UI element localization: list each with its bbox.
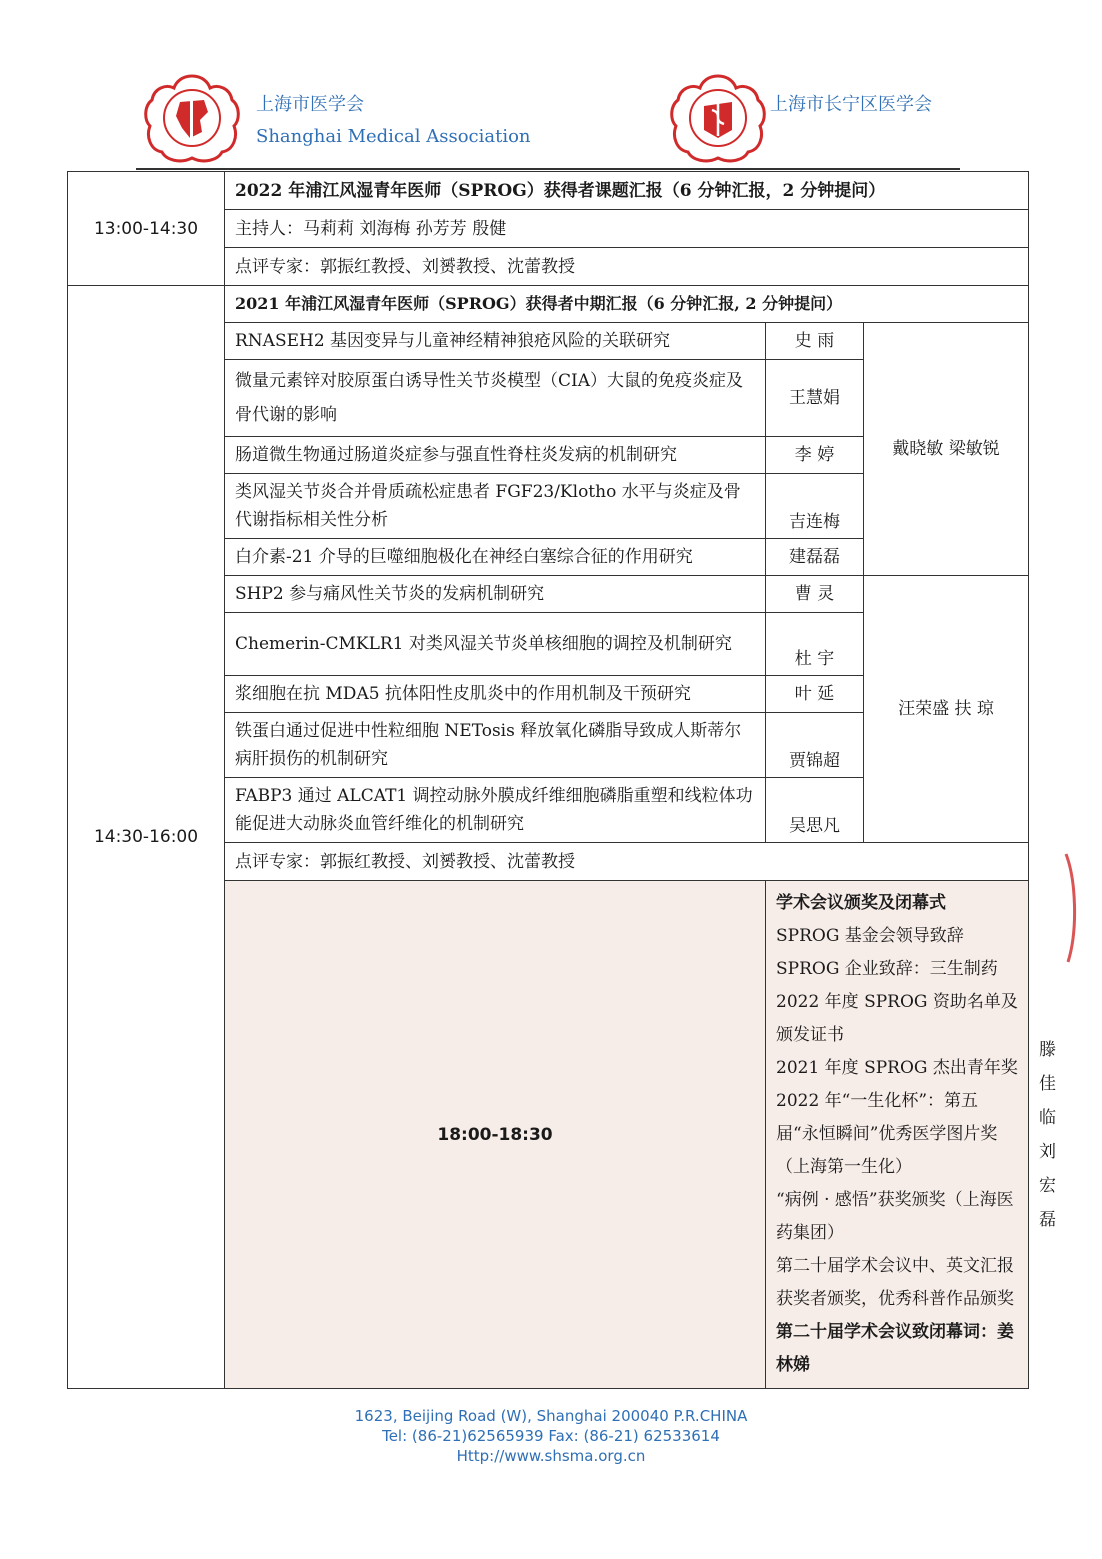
session2-title: 2021 年浦江风湿青年医师（SPROG）获得者中期汇报（6 分钟汇报, 2 分钟提问） — [225, 286, 1029, 323]
list-item: 2021 年度 SPROG 杰出青年奖 — [776, 1058, 1018, 1078]
talk-topic: 铁蛋白通过促进中性粒细胞 NETosis 释放氧化磷脂导致成人斯蒂尔病肝损伤的机制研究 — [225, 713, 766, 778]
session1-title-row — [68, 172, 1029, 210]
talk-speaker: 建磊磊 — [766, 539, 864, 576]
session3-title: 学术会议颁奖及闭幕式 — [776, 893, 946, 913]
session3-agenda — [766, 881, 1029, 1389]
talk-topic: 肠道微生物通过肠道炎症参与强直性脊柱炎发病的机制研究 — [225, 437, 766, 474]
session2-group2-chairs: 汪荣盛 扶 琼 — [864, 576, 1029, 843]
session3-row: 18:00-18:30 学术会议颁奖及闭幕式 SPROG 基金会领导致辞 SPROG 企业致辞：三生制药 2022 年度 SPROG 资助名单及颁发证书 2021 年度 SPROG 杰出青年奖 2022 年“一生化杯”：第五届“永恒瞬间”优秀医学图片奖（上海第一生化） “病例 · 感悟”获奖颁奖（上海医药集团） 第二十届学术会议中、英文汇报获奖者颁奖，优秀科普作品颁奖 第二十届学术会议致闭幕词：姜林娣 滕佳临 刘宏磊 — [68, 881, 1029, 1389]
changning-medical-association-logo-icon — [668, 72, 768, 164]
talk-speaker: 曹 灵 — [766, 576, 864, 613]
talk-topic: 类风湿关节炎合并骨质疏松症患者 FGF23/Klotho 水平与炎症及骨代谢指标相关性分析 — [225, 474, 766, 539]
list-item: 2022 年度 SPROG 资助名单及颁发证书 — [776, 992, 1018, 1045]
session1-time: 13:00-14:30 — [68, 172, 225, 286]
session2-group1-chairs: 戴晓敏 梁敏锐 — [864, 323, 1029, 576]
schedule-table — [67, 171, 1056, 1389]
left-org-name-en: Shanghai Medical Association — [256, 126, 531, 147]
session2-time: 14:30-16:00 — [68, 286, 225, 1389]
scan-edge-mark-icon — [1064, 850, 1078, 966]
footer-website[interactable]: Http://www.shsma.org.cn — [456, 1447, 646, 1465]
list-item: 2022 年“一生化杯”：第五届“永恒瞬间”优秀医学图片奖（上海第一生化） — [776, 1091, 998, 1177]
list-item: SPROG 企业致辞：三生制药 — [776, 959, 998, 979]
talk-topic: SHP2 参与痛风性关节炎的发病机制研究 — [225, 576, 766, 613]
talk-speaker: 叶 延 — [766, 676, 864, 713]
talk-topic: 微量元素锌对胶原蛋白诱导性关节炎模型（CIA）大鼠的免疫炎症及骨代谢的影响 — [225, 360, 766, 437]
footer — [0, 1406, 1102, 1466]
left-org-name-cn: 上海市医学会 — [256, 94, 364, 115]
list-item: SPROG 基金会领导致辞 — [776, 926, 964, 946]
footer-address: 1623, Beijing Road (W), Shanghai 200040 P.R.CHINA — [354, 1407, 748, 1425]
right-org-name-cn: 上海市长宁区医学会 — [770, 94, 932, 115]
talk-topic: RNASEH2 基因变异与儿童神经精神狼疮风险的关联研究 — [225, 323, 766, 360]
header-divider — [136, 168, 960, 170]
talk-speaker: 史 雨 — [766, 323, 864, 360]
session3-closing: 第二十届学术会议致闭幕词：姜林娣 — [776, 1322, 1014, 1375]
session1-reviewers: 点评专家：郭振红教授、刘赟教授、沈蕾教授 — [225, 248, 1029, 286]
talk-speaker: 杜 宇 — [766, 613, 864, 676]
talk-speaker: 吴思凡 — [766, 778, 864, 843]
session1-title: 2022 年浦江风湿青年医师（SPROG）获得者课题汇报（6 分钟汇报，2 分钟提问） — [225, 172, 1029, 210]
talk-topic: 白介素-21 介导的巨噬细胞极化在神经白塞综合征的作用研究 — [225, 539, 766, 576]
list-item: “病例 · 感悟”获奖颁奖（上海医药集团） — [776, 1190, 1014, 1243]
talk-speaker: 王慧娟 — [766, 360, 864, 437]
talk-speaker: 李 婷 — [766, 437, 864, 474]
session2-reviewers: 点评专家：郭振红教授、刘赟教授、沈蕾教授 — [225, 843, 1029, 881]
session3-time: 18:00-18:30 — [225, 881, 766, 1389]
list-item: 第二十届学术会议中、英文汇报获奖者颁奖，优秀科普作品颁奖 — [776, 1256, 1014, 1309]
talk-speaker: 贾锦超 — [766, 713, 864, 778]
talk-topic: FABP3 通过 ALCAT1 调控动脉外膜成纤维细胞磷脂重塑和线粒体功能促进大动脉炎血管纤维化的机制研究 — [225, 778, 766, 843]
footer-phone: Tel: (86-21)62565939 Fax: (86-21) 62533614 — [382, 1427, 720, 1445]
talk-topic: Chemerin-CMKLR1 对类风湿关节炎单核细胞的调控及机制研究 — [225, 613, 766, 676]
session2-title-row — [68, 286, 1029, 323]
shanghai-medical-association-logo-icon — [142, 72, 242, 164]
session1-host: 主持人：马莉莉 刘海梅 孙芳芳 殷健 — [225, 210, 1029, 248]
talk-speaker: 吉连梅 — [766, 474, 864, 539]
talk-topic: 浆细胞在抗 MDA5 抗体阳性皮肌炎中的作用机制及干预研究 — [225, 676, 766, 713]
